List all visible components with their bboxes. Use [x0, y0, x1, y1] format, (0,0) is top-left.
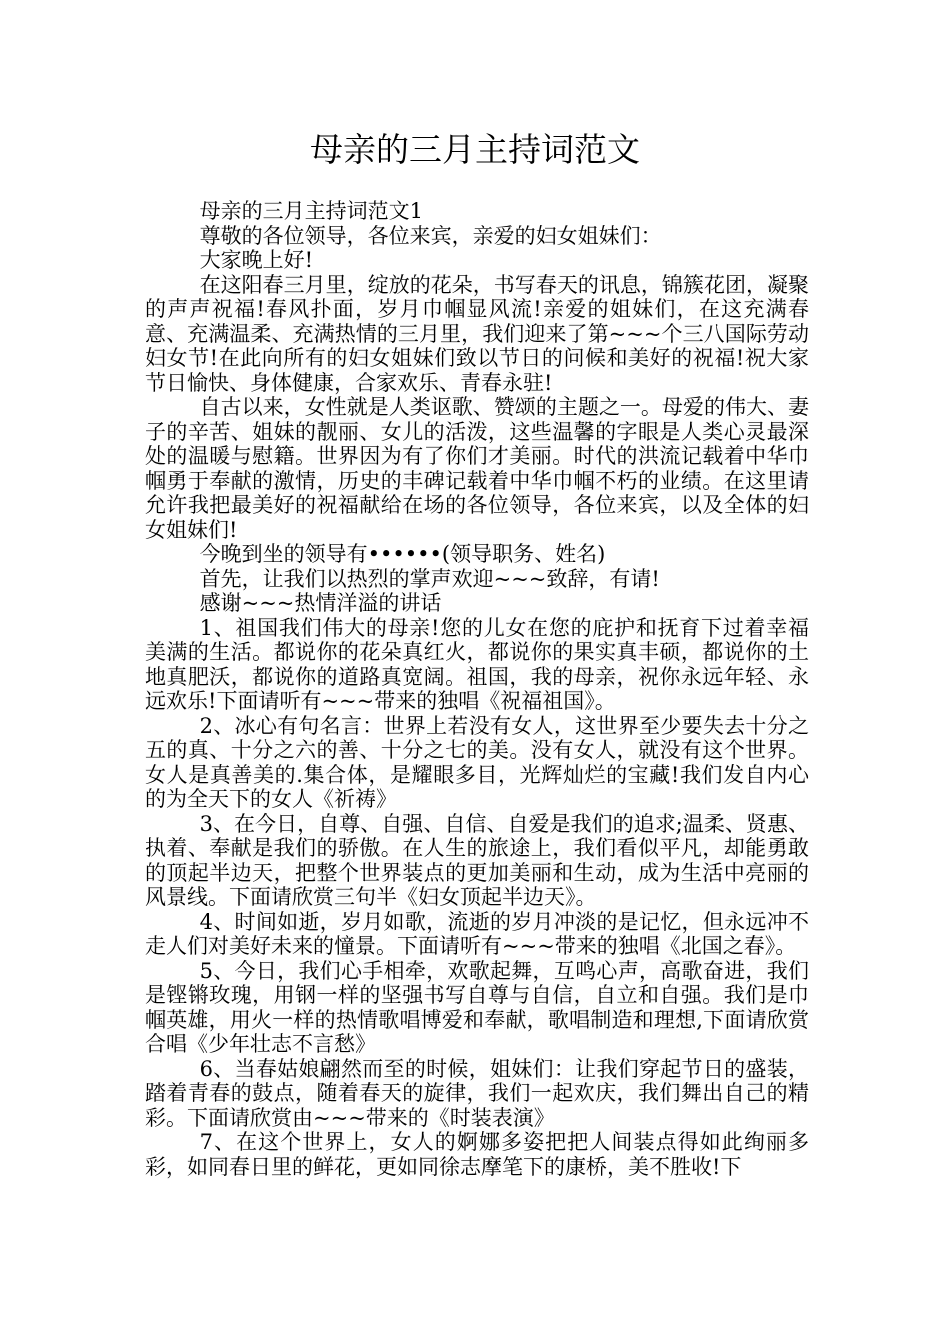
- salutation-paragraph: 尊敬的各位领导，各位来宾，亲爱的妇女姐妹们：: [199, 223, 662, 248]
- body-paragraph: 5、今日，我们心手相牵，欢歌起舞，互鸣心声，高歌奋进，我们是铿锵玫瑰，用钢一样的坚强书写自尊与自信，自立和自强。我们是巾帼英雄，用火一样的热情歌唱博爱和奉献，歌唱制造和理想,下面请欣赏合唱《少年壮志不言愁》: [145, 958, 809, 1056]
- body-paragraph: 7、在这个世界上，女人的婀娜多姿把把人间装点得如此绚丽多彩，如同春日里的鲜花，更如同徐志摩笔下的康桥，美不胜收!下: [145, 1130, 809, 1179]
- body-paragraph: 今晚到坐的领导有••••••(领导职务、姓名): [199, 542, 606, 566]
- body-paragraph: 自古以来，女性就是人类讴歌、赞颂的主题之一。母爱的伟大、妻子的辛苦、姐妹的靓丽、女儿的活泼，这些温馨的字眼是人类心灵最深处的温暖与慰籍。世界因为有了你们才美丽。时代的洪流记载着中华巾帼勇于奉献的激情，历史的丰碑记载着中华巾帼不朽的业绩。在这里请允许我把最美好的祝福献给在场的各位领导，各位来宾，以及全体的妇女姐妹们!: [145, 395, 809, 542]
- body-paragraph: 感谢~~~热情洋溢的讲话: [199, 591, 442, 615]
- body-paragraph: 2、冰心有句名言：世界上若没有女人，这世界至少要失去十分之五的真、十分之六的善、十分之七的美。没有女人，就没有这个世界。女人是真善美的.集合体，是耀眼多目，光辉灿烂的宝藏!我们发自内心的为全天下的女人《祈祷》: [145, 713, 809, 811]
- body-paragraph: 1、祖国我们伟大的母亲!您的儿女在您的庇护和抚育下过着幸福美满的生活。都说你的花朵真红火，都说你的果实真丰硕，都说你的土地真肥沃，都说你的道路真宽阔。祖国，我的母亲，祝你永远年轻、永远欢乐!下面请听有~~~带来的独唱《祝福祖国》。: [145, 615, 809, 713]
- body-paragraph: 3、在今日，自尊、自强、自信、自爱是我们的追求;温柔、贤惠、执着、奉献是我们的骄傲。在人生的旅途上，我们看似平凡，却能勇敢的顶起半边天，把整个世界装点的更加美丽和生动，成为生活中亮丽的风景线。下面请欣赏三句半《妇女顶起半边天》。: [145, 811, 809, 909]
- body-paragraph: 首先，让我们以热烈的掌声欢迎~~~致辞，有请!: [199, 566, 660, 591]
- document-title: 母亲的三月主持词范文: [310, 130, 640, 169]
- body-paragraph: 4、时间如逝，岁月如歌，流逝的岁月冲淡的是记忆，但永远冲不走人们对美好未来的憧景。下面请听有~~~带来的独唱《北国之春》。: [145, 909, 809, 958]
- body-paragraph: 6、当春姑娘翩然而至的时候，姐妹们：让我们穿起节日的盛装，踏着青春的鼓点，随着春天的旋律，我们一起欢庆，我们舞出自己的精彩。下面请欣赏由~~~带来的《时装表演》: [145, 1056, 809, 1130]
- greeting-paragraph: 大家晚上好!: [199, 248, 314, 272]
- subtitle-paragraph: 母亲的三月主持词范文1: [199, 199, 423, 223]
- body-paragraph: 在这阳春三月里，绽放的花朵，书写春天的讯息，锦簇花团，凝聚的声声祝福!春风扑面，岁月巾帼显风流!亲爱的姐妹们，在这充满春意、充满温柔、充满热情的三月里，我们迎来了第~~~个三八国际劳动妇女节!在此向所有的妇女姐妹们致以节日的问候和美好的祝福!祝大家节日愉快、身体健康，合家欢乐、青春永驻!: [145, 272, 809, 395]
- document-body: [145, 199, 809, 1179]
